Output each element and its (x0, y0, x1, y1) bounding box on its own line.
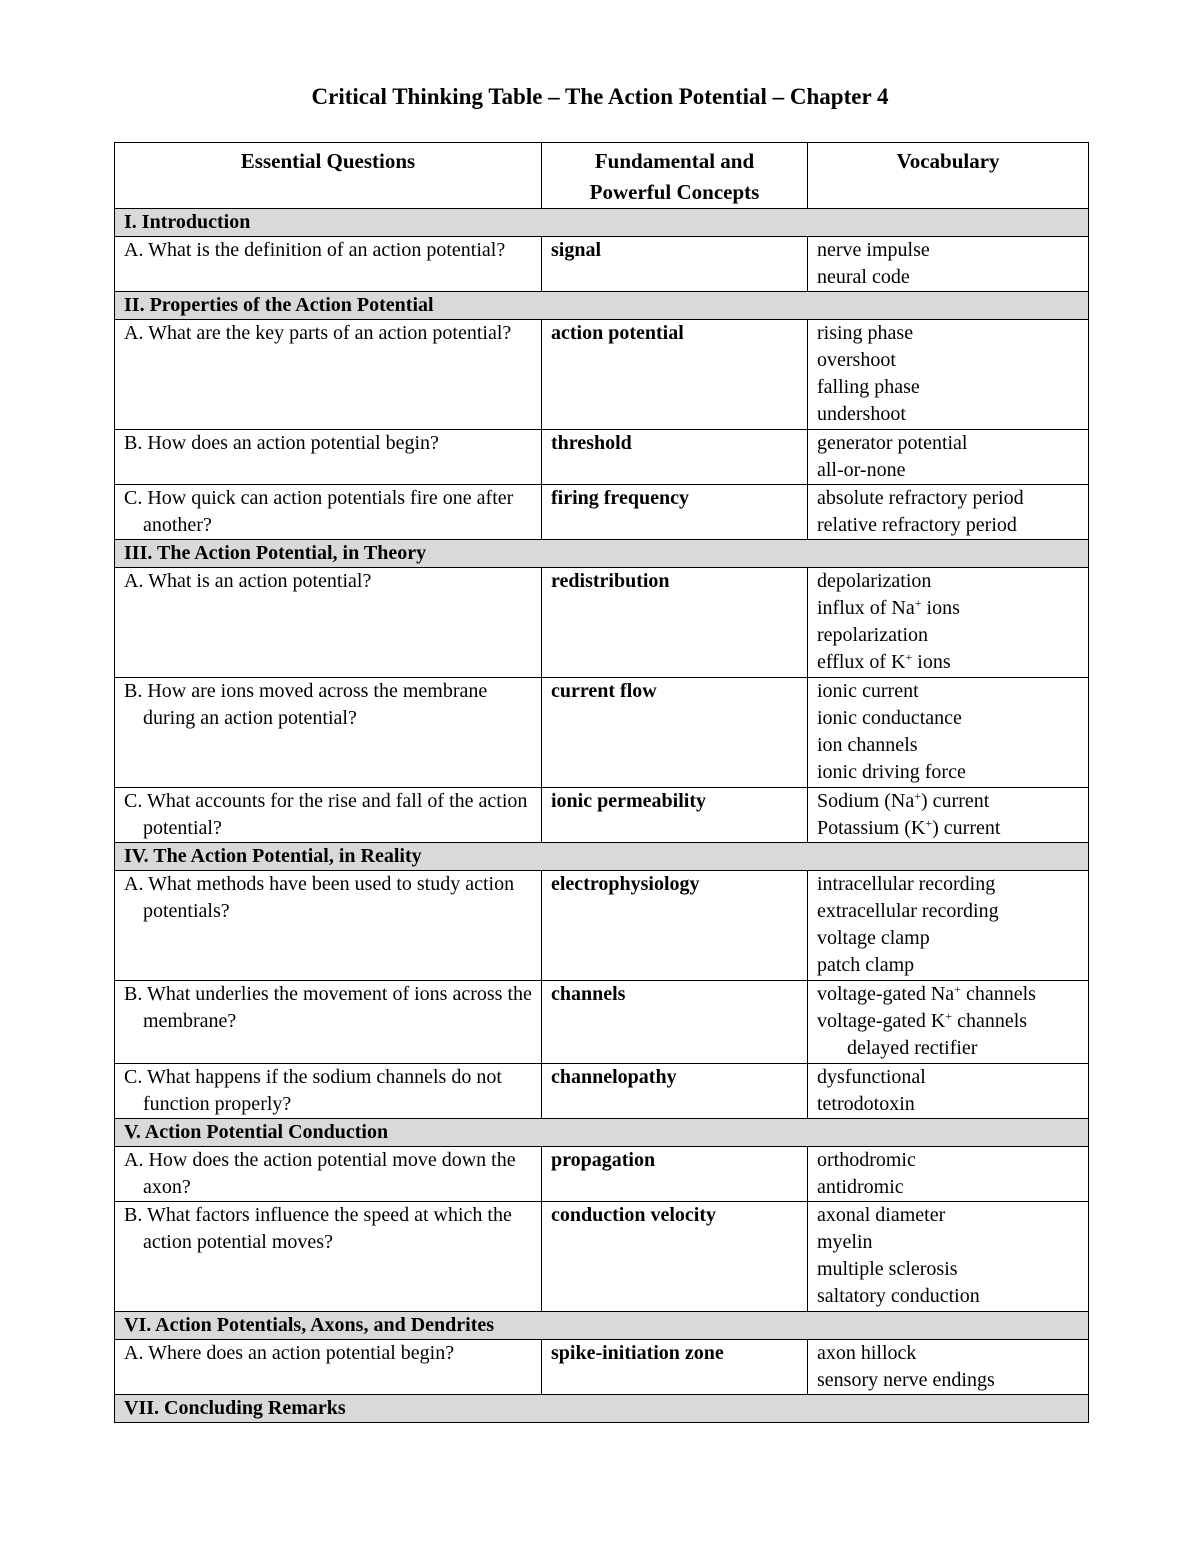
section-title: I. Introduction (115, 209, 1089, 237)
vocabulary-term: nerve impulse (817, 239, 930, 261)
vocabulary-term: dysfunctional (817, 1066, 926, 1088)
vocabulary-term: influx of Na+ ions (817, 596, 960, 619)
section-header-row (115, 1395, 1089, 1423)
header-essential-questions: Essential Questions (115, 143, 542, 209)
header-row (115, 143, 1089, 209)
table-row (115, 568, 1089, 678)
table-body (115, 209, 1089, 1423)
section-header-row (115, 1119, 1089, 1147)
vocabulary-term: undershoot (817, 403, 906, 425)
concept-cell: action potential (542, 320, 808, 430)
essential-question-cell: C. What happens if the sodium channels do not function properly? (115, 1064, 542, 1119)
vocabulary-term: orthodromic (817, 1149, 916, 1171)
table-row (115, 1202, 1089, 1312)
section-title: VI. Action Potentials, Axons, and Dendrites (115, 1312, 1089, 1340)
header-concepts-line1: Fundamental and (594, 149, 755, 173)
table-row (115, 237, 1089, 292)
section-header-row (115, 843, 1089, 871)
vocabulary-cell (808, 430, 1089, 485)
vocabulary-term: voltage clamp (817, 927, 930, 949)
concept-cell: channelopathy (542, 1064, 808, 1119)
vocabulary-term: Potassium (K+) current (817, 816, 1001, 839)
essential-question-cell: A. What methods have been used to study action potentials? (115, 871, 542, 981)
vocabulary-term: axon hillock (817, 1342, 917, 1364)
vocabulary-term: Sodium (Na+) current (817, 789, 990, 812)
essential-question-cell: B. What factors influence the speed at which the action potential moves? (115, 1202, 542, 1312)
vocabulary-term: myelin (817, 1231, 873, 1253)
vocabulary-term: falling phase (817, 376, 920, 398)
essential-question-cell: B. How does an action potential begin? (115, 430, 542, 485)
vocabulary-term: patch clamp (817, 954, 915, 976)
vocabulary-term: repolarization (817, 624, 929, 646)
header-concepts (542, 143, 808, 209)
critical-thinking-table (114, 142, 1089, 1423)
table-row (115, 1064, 1089, 1119)
concept-cell: redistribution (542, 568, 808, 678)
vocabulary-term: axonal diameter (817, 1204, 946, 1226)
vocabulary-cell (808, 678, 1089, 788)
concept-cell: channels (542, 981, 808, 1064)
section-title: VII. Concluding Remarks (115, 1395, 1089, 1423)
section-title: III. The Action Potential, in Theory (115, 540, 1089, 568)
vocabulary-term: multiple sclerosis (817, 1258, 958, 1280)
section-header-row (115, 1312, 1089, 1340)
vocabulary-term: intracellular recording (817, 873, 996, 895)
header-vocabulary: Vocabulary (808, 143, 1089, 209)
vocabulary-term: all-or-none (817, 459, 906, 481)
essential-question-cell: A. What are the key parts of an action potential? (115, 320, 542, 430)
essential-question-cell: B. What underlies the movement of ions across the membrane? (115, 981, 542, 1064)
vocabulary-term: ion channels (817, 734, 918, 756)
essential-question-cell: A. What is an action potential? (115, 568, 542, 678)
concept-cell: current flow (542, 678, 808, 788)
table-row (115, 871, 1089, 981)
section-title: II. Properties of the Action Potential (115, 292, 1089, 320)
vocabulary-cell (808, 1064, 1089, 1119)
section-title: IV. The Action Potential, in Reality (115, 843, 1089, 871)
concept-cell: conduction velocity (542, 1202, 808, 1312)
table-row (115, 1147, 1089, 1202)
vocabulary-term: extracellular recording (817, 900, 999, 922)
section-header-row (115, 540, 1089, 568)
vocabulary-term: delayed rectifier (847, 1037, 978, 1059)
table-row (115, 678, 1089, 788)
section-title: V. Action Potential Conduction (115, 1119, 1089, 1147)
vocabulary-term: efflux of K+ ions (817, 650, 951, 673)
essential-question-cell: B. How are ions moved across the membrane during an action potential? (115, 678, 542, 788)
vocabulary-cell (808, 320, 1089, 430)
vocabulary-cell (808, 1340, 1089, 1395)
table-row (115, 485, 1089, 540)
concept-cell: electrophysiology (542, 871, 808, 981)
vocabulary-term: antidromic (817, 1176, 904, 1198)
concept-cell: threshold (542, 430, 808, 485)
vocabulary-term: saltatory conduction (817, 1285, 980, 1307)
vocabulary-cell (808, 485, 1089, 540)
concept-cell: ionic permeability (542, 788, 808, 843)
essential-question-cell: C. What accounts for the rise and fall of the action potential? (115, 788, 542, 843)
concept-cell: firing frequency (542, 485, 808, 540)
vocabulary-term: ionic driving force (817, 761, 966, 783)
essential-question-cell: A. How does the action potential move down the axon? (115, 1147, 542, 1202)
vocabulary-term: neural code (817, 266, 910, 288)
concept-cell: spike-initiation zone (542, 1340, 808, 1395)
vocabulary-term: overshoot (817, 349, 896, 371)
vocabulary-term: depolarization (817, 570, 932, 592)
vocabulary-term: sensory nerve endings (817, 1369, 995, 1391)
vocabulary-term: voltage-gated Na+ channels (817, 982, 1036, 1005)
concept-cell: propagation (542, 1147, 808, 1202)
essential-question-cell: A. Where does an action potential begin? (115, 1340, 542, 1395)
header-concepts-line2: Powerful Concepts (589, 180, 760, 204)
vocabulary-term: ionic current (817, 680, 919, 702)
vocabulary-term: voltage-gated K+ channels (817, 1009, 1028, 1032)
vocabulary-cell (808, 788, 1089, 843)
vocabulary-cell (808, 237, 1089, 292)
vocabulary-term: generator potential (817, 432, 968, 454)
table-row (115, 788, 1089, 843)
table-row (115, 430, 1089, 485)
document-title: Critical Thinking Table – The Action Potential – Chapter 4 (311, 84, 889, 109)
section-header-row (115, 292, 1089, 320)
vocabulary-term: relative refractory period (817, 514, 1017, 536)
vocabulary-cell (808, 871, 1089, 981)
concept-cell: signal (542, 237, 808, 292)
vocabulary-cell (808, 1202, 1089, 1312)
vocabulary-cell (808, 1147, 1089, 1202)
table-row (115, 981, 1089, 1064)
essential-question-cell: A. What is the definition of an action potential? (115, 237, 542, 292)
section-header-row (115, 209, 1089, 237)
vocabulary-term: absolute refractory period (817, 487, 1024, 509)
essential-question-cell: C. How quick can action potentials fire one after another? (115, 485, 542, 540)
vocabulary-term: tetrodotoxin (817, 1093, 915, 1115)
vocabulary-cell (808, 568, 1089, 678)
vocabulary-cell (808, 981, 1089, 1064)
vocabulary-term: ionic conductance (817, 707, 962, 729)
table-row (115, 320, 1089, 430)
vocabulary-term: rising phase (817, 322, 914, 344)
table-row (115, 1340, 1089, 1395)
